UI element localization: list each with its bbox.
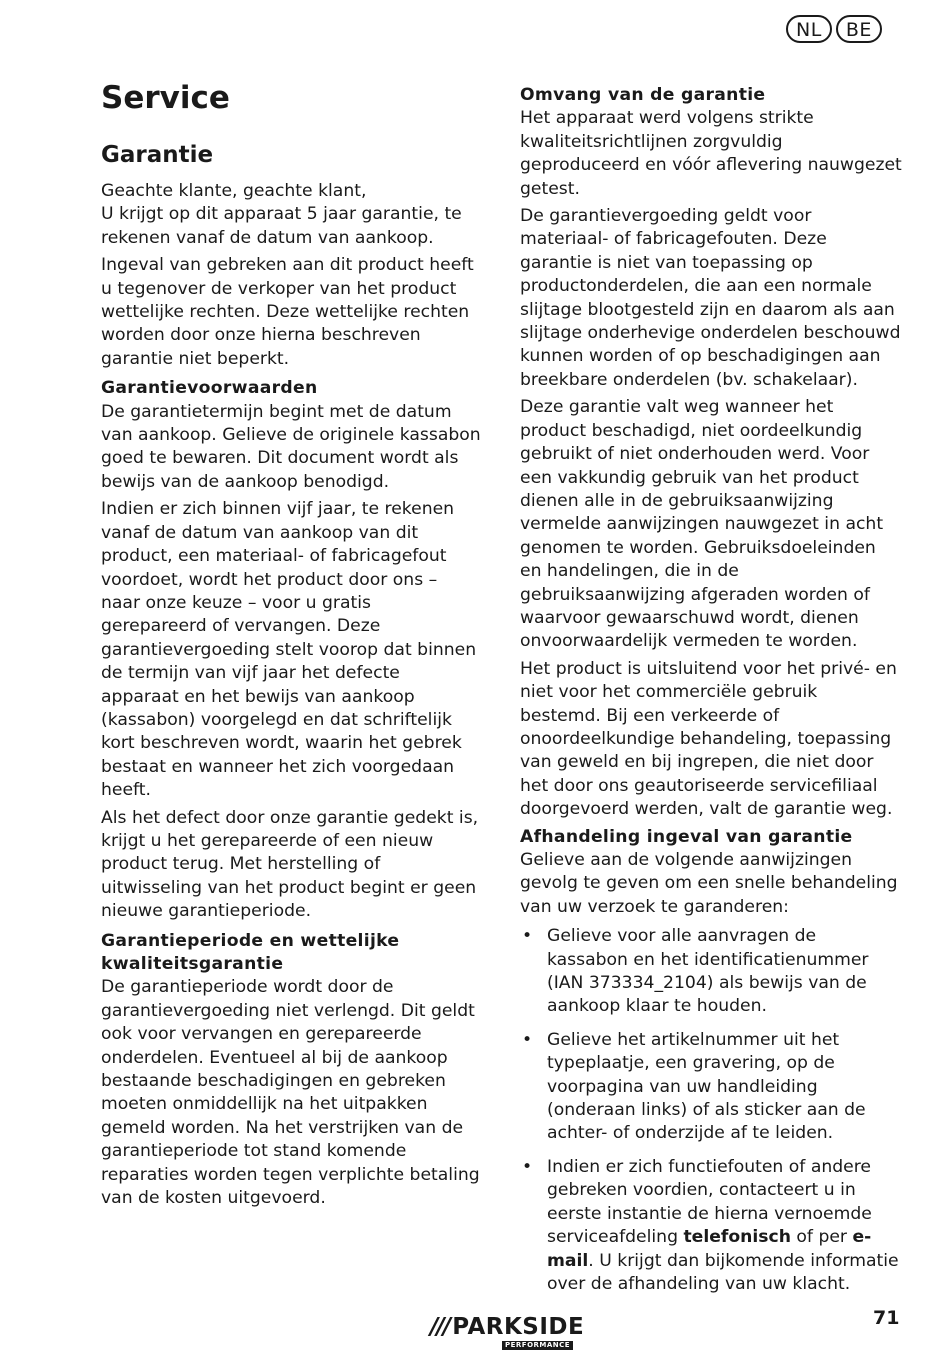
logo-text: PARKSIDE — [452, 1314, 585, 1340]
bold-telefonisch: telefonisch — [683, 1227, 791, 1248]
paragraph: Het product is uitsluitend voor het privé- en niet voor het commerciële gebruik bestemd. Bij een verkeerde of onoordeelkundige behandeling, toepassing van geweld en bij ingrepen, die niet door het door ons geautoriseerde servicefiliaal doorgevoerd werden, valt de garantie weg. — [520, 658, 897, 820]
list-item: • Gelieve het artikelnummer uit het typeplaatje, een gravering, op de voorpagina van uw handleiding (onderaan links) of als sticker aan de achter- of onderzijde af te leiden. — [520, 1029, 902, 1146]
list-item-text: of per — [790, 1227, 853, 1248]
heading-omvang: Omvang van de garantie — [520, 85, 766, 105]
paragraph: Het apparaat werd volgens strikte kwaliteitsrichtlijnen zorgvuldig geproduceerd en vóór aflevering nauwgezet getest. — [520, 108, 902, 199]
intro-greeting: Geachte klante, geachte klant, — [101, 181, 367, 201]
paragraph: De garantieperiode wordt door de garantievergoeding niet verlengd. Dit geldt ook voor vervangen en gerepareerde onderdelen. Eventueel al bij de aankoop bestaande beschadigingen en gebreken moeten onmiddellijk na het uitpakken gemeld worden. Na het verstrijken van de garantieperiode tot stand komende reparaties worden tegen verplichte betaling van de kosten uitgevoerd. — [101, 977, 480, 1209]
page-number: 71 — [873, 1307, 900, 1329]
paragraph: Als het defect door onze garantie gedekt is, krijgt u het gerepareerde of een nieuw product terug. Met herstelling of uitwisseling van het product begint er geen nieuwe garantieperiode. — [101, 807, 479, 922]
heading-garantieperiode: Garantieperiode en wettelijke kwaliteitsgarantie — [101, 930, 400, 974]
paragraph: Gelieve aan de volgende aanwijzingen gevolg te geven om een snelle behandeling van uw verzoek te garanderen: — [520, 850, 898, 917]
page-title: Service — [101, 80, 230, 116]
paragraph: De garantievergoeding geldt voor materiaal- of fabricagefouten. Deze garantie is niet van toepassing op productonderdelen, die aan een normale slijtage blootgesteld zijn en daarom als aan slijtage onderhevige onderdelen beschouwd kunnen worden of op beschadigingen aan breekbare onderdelen (bv. schakelaar). — [520, 206, 901, 390]
heading-garantievoorwaarden: Garantievoorwaarden — [101, 378, 318, 399]
paragraph: De garantietermijn begint met de datum van aankoop. Gelieve de originele kassabon goed te bewaren. Dit document wordt als bewijs van de aankoop benodigd. — [101, 401, 481, 492]
list-item: • Gelieve voor alle aanvragen de kassabon en het identificatienummer (IAN 373334_2104) als bewijs van de aankoop klaar te houden. — [520, 925, 902, 1019]
section-title-garantie: Garantie — [101, 142, 214, 168]
paragraph: Indien er zich binnen vijf jaar, te rekenen vanaf de datum van aankoop van dit product, een materiaal- of fabricagefout voordoet, wordt het product door ons – naar onze keuze – voor u gratis gerepareerd of vervangen. Deze garantievergoeding stelt voorop dat binnen de termijn van vijf jaar het defecte apparaat en het bewijs van aankoop (kassabon) voorgelegd en dat schriftelijk kort beschreven wordt, waarin het gebrek bestaat en wanneer het zich voorgedaan heeft. — [101, 499, 477, 801]
right-column — [520, 84, 902, 1306]
list-item-text: . U krijgt dan bijkomende informatie over de afhandeling van uw klacht. — [547, 1250, 899, 1294]
parkside-logo — [430, 1314, 590, 1349]
language-badges — [786, 15, 882, 43]
logo-subtitle: PERFORMANCE — [502, 1341, 573, 1350]
instruction-list — [520, 925, 902, 1296]
list-item — [520, 1156, 902, 1296]
intro-paragraph: U krijgt op dit apparaat 5 jaar garantie, te rekenen vanaf de datum van aankoop. — [101, 204, 462, 248]
logo-slashes: /// — [430, 1314, 450, 1340]
left-column — [101, 78, 481, 1214]
list-item-text: Indien er zich functiefouten of andere gebreken voordien, contacteert u in eerste instantie de hierna vernoemde serviceafdeling — [547, 1156, 872, 1248]
bold-email: e-mail — [547, 1227, 872, 1271]
paragraph: Deze garantie valt weg wanneer het product beschadigd, niet oordeelkundig gebruikt of niet onderhouden werd. Voor een vakkundig gebruik van het product dienen alle in de gebruiksaanwijzing vermelde aanwijzingen nauwgezet in acht genomen te worden. Gebruiksdoeleinden en handelingen, die in de gebruiksaanwijzing afgeraden worden of waarvoor gewaarschuwd wordt, dienen onvoorwaardelijk vermeden te worden. — [520, 397, 884, 652]
lang-badge-nl: NL — [786, 15, 832, 43]
intro-paragraph: Ingeval van gebreken aan dit product heeft u tegenover de verkoper van het product wettelijke rechten. Deze wettelijke rechten worden door onze hierna beschreven garantie niet beperkt. — [101, 255, 474, 369]
lang-badge-be: BE — [836, 15, 882, 43]
logo-wordmark — [430, 1314, 590, 1340]
heading-afhandeling: Afhandeling ingeval van garantie — [520, 826, 853, 847]
